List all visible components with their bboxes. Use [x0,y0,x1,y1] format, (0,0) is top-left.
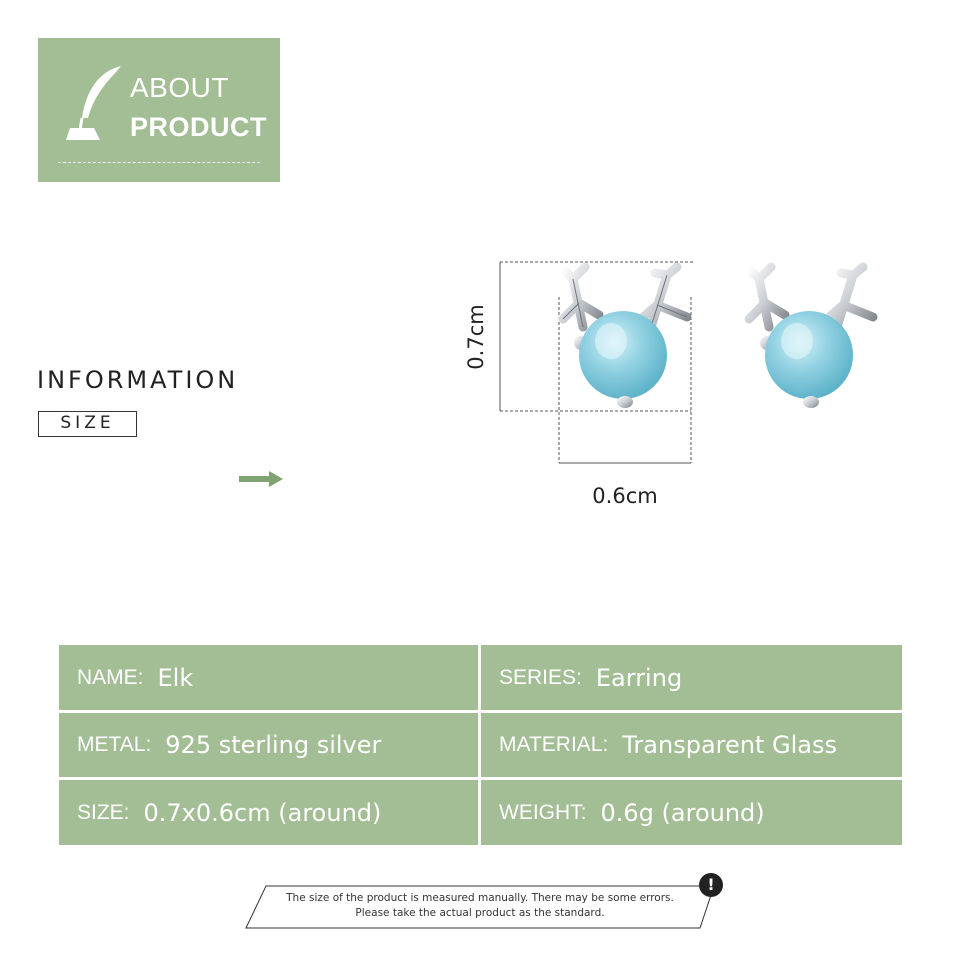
notice-text [265,891,695,921]
spec-key: SERIES: [499,665,582,689]
earring-left [563,267,687,408]
banner-divider [58,162,260,163]
earring-right [749,267,873,408]
quill-inkwell-icon [60,60,130,160]
spec-key: NAME: [77,665,144,689]
warning-icon: ! [699,873,723,897]
banner-title-line2: PRODUCT [130,112,267,142]
spec-cell-size [59,780,478,845]
spec-cell-name [59,645,478,710]
size-tag: SIZE [38,411,137,437]
spec-value: Transparent Glass [622,731,837,759]
spec-key: METAL: [77,733,152,756]
arrow-right-icon [237,469,285,489]
spec-key: WEIGHT: [499,800,587,824]
about-product-banner [38,38,280,182]
width-dimension-label: 0.6cm [592,484,658,508]
spec-key: SIZE: [77,800,130,824]
spec-cell-metal [59,713,478,777]
notice-line1: The size of the product is measured manually. There may be some errors. [286,892,674,904]
section-title: INFORMATION [37,366,239,394]
spec-cell-series [481,645,902,710]
spec-value: Earring [595,663,683,692]
notice-line2: Please take the actual product as the standard. [355,907,605,919]
spec-key: MATERIAL: [499,733,609,756]
height-dimension-label: 0.7cm [464,304,488,370]
earring-size-diagram [455,245,895,515]
spec-cell-material [481,713,902,777]
spec-table [59,645,902,845]
banner-title-line1: ABOUT [130,72,229,103]
spec-value: 0.6g (around) [600,798,765,827]
spec-value: 925 sterling silver [165,731,382,759]
spec-cell-weight [481,780,902,845]
spec-value: Elk [157,663,194,692]
spec-value: 0.7x0.6cm (around) [143,798,382,827]
